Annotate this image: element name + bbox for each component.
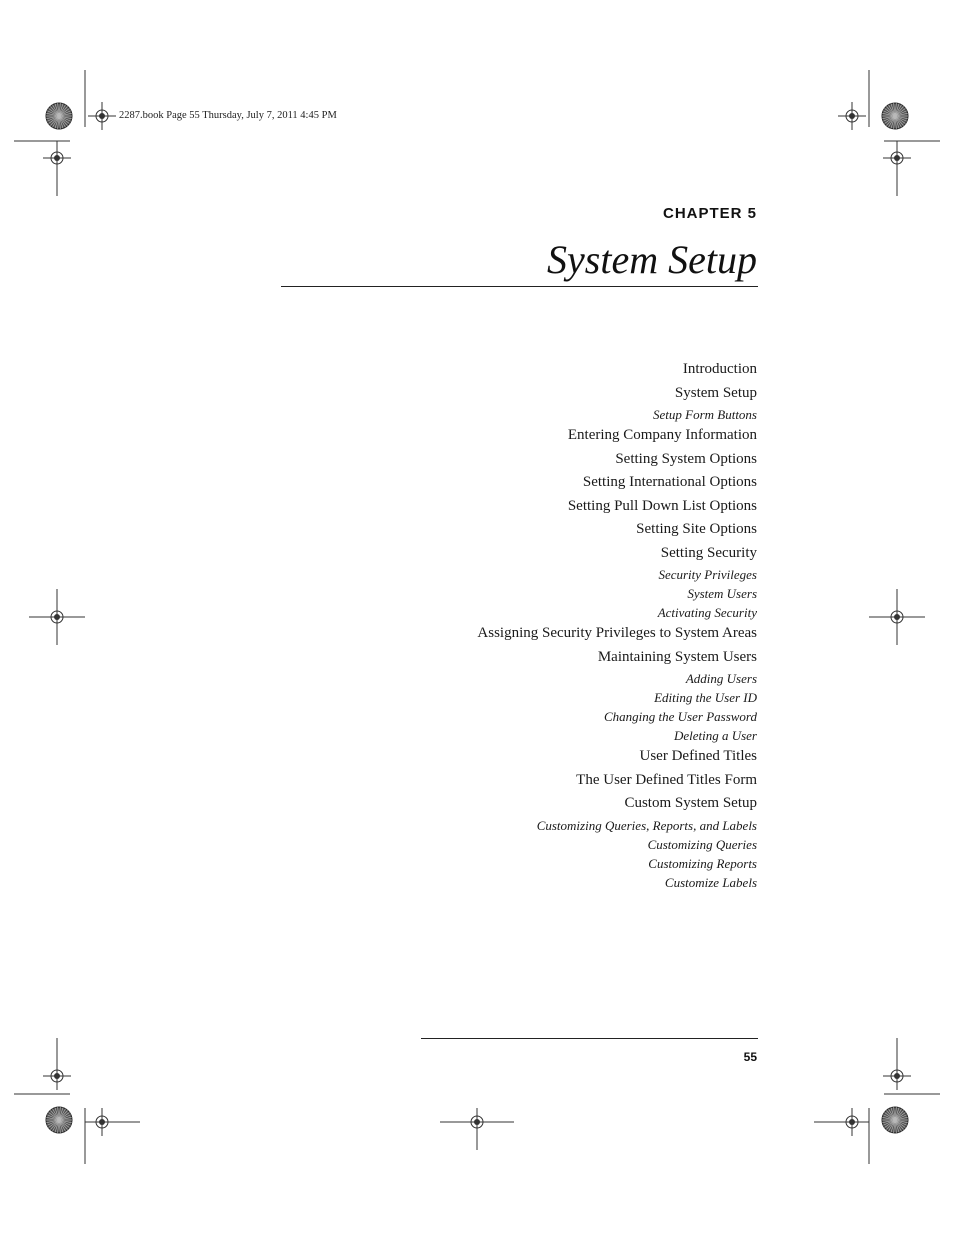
toc-entry: Setting International Options <box>582 474 757 490</box>
toc-entry: Setting Site Options <box>636 521 757 537</box>
toc-subentry: Customizing Queries, Reports, and Labels <box>536 817 757 833</box>
chapter-label: CHAPTER 5 <box>662 205 757 222</box>
registration-target-icon <box>869 589 925 645</box>
toc-entry: The User Defined Titles Form <box>576 771 757 788</box>
toc-subentry: Deleting a User <box>673 728 757 743</box>
footer-rule <box>421 1038 758 1039</box>
registration-target-icon <box>838 102 866 130</box>
toc-subentry: Editing the User ID <box>654 690 757 705</box>
color-bar-starburst-icon <box>46 103 72 129</box>
registration-target-icon <box>29 589 85 645</box>
toc-subentry: Customize Labels <box>664 874 757 890</box>
toc-entry: Maintaining System Users <box>597 648 757 665</box>
toc-entry: Custom System Setup <box>624 795 757 811</box>
toc-entry: Setting System Options <box>615 450 757 467</box>
toc-subentry: Changing the User Password <box>604 709 757 724</box>
page-number: 55 <box>743 1050 757 1064</box>
toc-subentry: Customizing Queries <box>647 836 757 852</box>
chapter-title: System Setup <box>547 237 757 282</box>
toc-subentry: Adding Users <box>685 671 757 686</box>
toc-subentry: Security Privileges <box>658 567 757 582</box>
toc-subentry: Setup Form Buttons <box>653 407 757 422</box>
toc-entry: Entering Company Information <box>567 427 757 443</box>
color-bar-starburst-icon <box>46 1107 72 1133</box>
toc-entry: Setting Security <box>660 544 757 561</box>
color-bar-starburst-icon <box>882 103 908 129</box>
color-bar-starburst-icon <box>882 1107 908 1133</box>
registration-target-icon <box>88 102 116 130</box>
toc-subentry: System Users <box>687 586 757 601</box>
title-rule <box>281 286 758 287</box>
chapter-contents-list <box>257 358 757 892</box>
print-slug-line: 2287.book Page 55 Thursday, July 7, 2011 4:45 PM <box>119 110 337 121</box>
toc-subentry: Customizing Reports <box>648 855 757 871</box>
toc-entry: Setting Pull Down List Options <box>567 497 757 514</box>
toc-entry: Introduction <box>682 361 757 377</box>
toc-entry: User Defined Titles <box>639 748 757 764</box>
toc-entry: Assigning Security Privileges to System Areas <box>477 625 757 641</box>
toc-entry: System Setup <box>674 384 757 401</box>
toc-subentry: Activating Security <box>657 605 757 620</box>
